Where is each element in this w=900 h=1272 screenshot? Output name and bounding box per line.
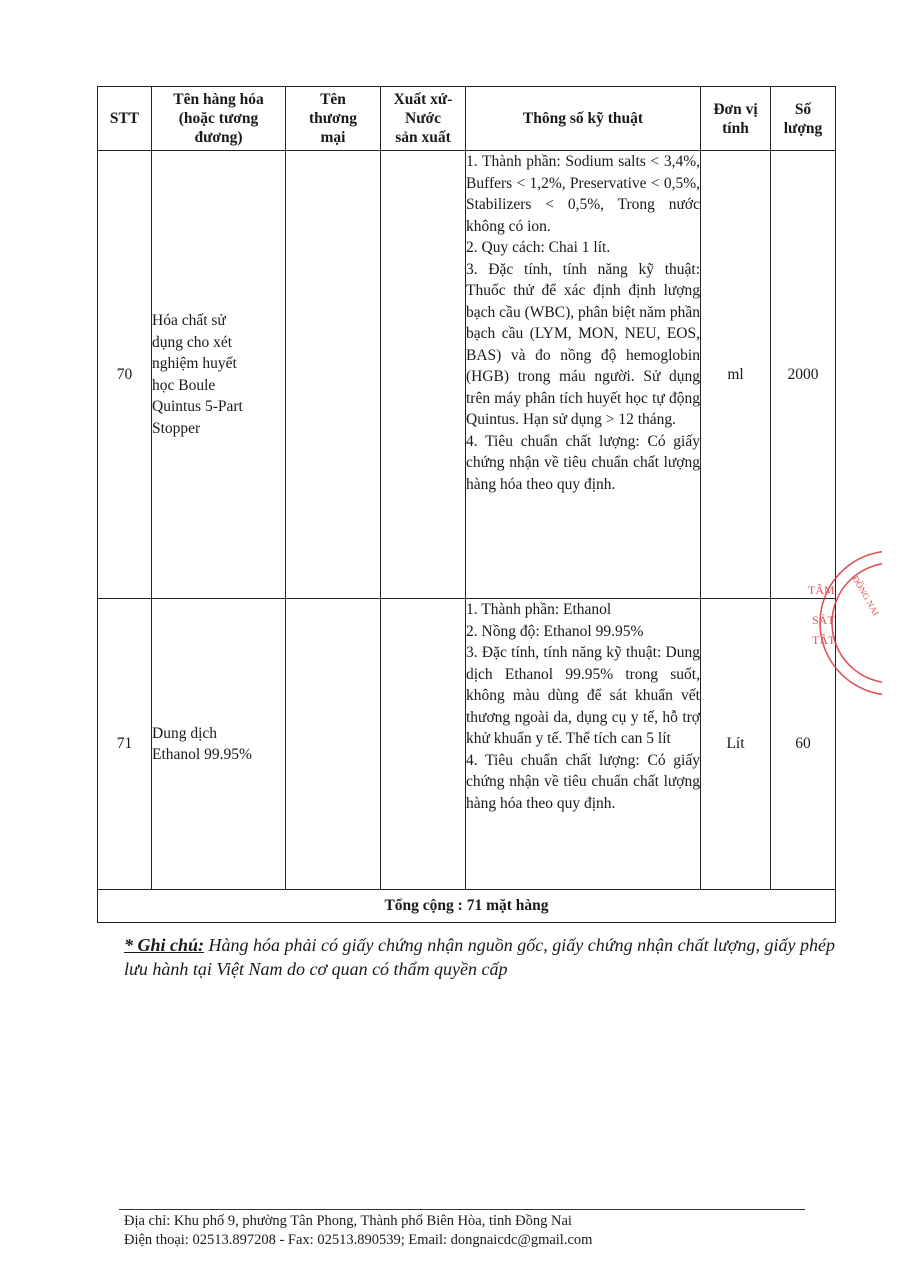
header-origin: Xuất xứ- Nước sản xuất xyxy=(381,87,466,151)
header-unit: Đơn vị tính xyxy=(701,87,771,151)
spec-line: 3. Đặc tính, tính năng kỹ thuật: Dung dịch Ethanol 99.95% trong suốt, không màu dùng để sát khuẩn vết thương ngoài da, dụng cụ y tế, hỗ trợ khử khuẩn y tế. Thể tích can 5 lít xyxy=(466,644,700,747)
row-quantity: 60 xyxy=(771,599,836,890)
row-spec xyxy=(466,151,701,599)
stamp-text: SÁT xyxy=(812,613,835,627)
row-spec xyxy=(466,599,701,890)
official-stamp xyxy=(782,548,882,698)
row-item-name: Dung dịch Ethanol 99.95% xyxy=(152,599,286,890)
spec-line: 1. Thành phần: Ethanol xyxy=(466,601,612,618)
header-spec: Thông số kỹ thuật xyxy=(466,87,701,151)
spec-line: 2. Quy cách: Chai 1 lít. xyxy=(466,239,611,256)
stamp-edge-text: ĐỒNG NAI xyxy=(850,574,882,618)
row-unit: Lít xyxy=(701,599,771,890)
note-text: Hàng hóa phải có giấy chứng nhận nguồn gốc, giấy chứng nhận chất lượng, giấy phép lưu hành tại Việt Nam do cơ quan có thẩm quyền cấp xyxy=(124,935,835,979)
stamp-text: TẬT xyxy=(812,633,836,647)
header-trade-name: Tên thương mại xyxy=(286,87,381,151)
header-stt: STT xyxy=(98,87,152,151)
note xyxy=(124,933,844,981)
spec-line: 1. Thành phần: Sodium salts < 3,4%, Buffers < 1,2%, Preservative < 0,5%, Stabilizers < 0,5%, Trong nước không có ion. xyxy=(466,153,700,235)
row-quantity: 2000 xyxy=(771,151,836,599)
footer-contact: Điện thoại: 02513.897208 - Fax: 02513.890539; Email: dongnaicdc@gmail.com xyxy=(124,1232,593,1248)
total-row xyxy=(98,890,836,923)
footer-address: Địa chỉ: Khu phố 9, phường Tân Phong, Thành phố Biên Hòa, tỉnh Đồng Nai xyxy=(124,1213,572,1229)
header-quantity: Số lượng xyxy=(771,87,836,151)
spec-table xyxy=(97,86,836,923)
row-origin xyxy=(381,151,466,599)
total-label: Tổng cộng : 71 mặt hàng xyxy=(98,890,836,923)
row-trade-name xyxy=(286,151,381,599)
row-item-name: Hóa chất sử dụng cho xét nghiệm huyết học Boule Quintus 5-Part Stopper xyxy=(152,151,286,599)
table-row xyxy=(98,599,836,890)
row-origin xyxy=(381,599,466,890)
footer-divider xyxy=(119,1209,805,1210)
header-name: Tên hàng hóa (hoặc tương đương) xyxy=(152,87,286,151)
spec-line: 3. Đặc tính, tính năng kỹ thuật: Thuốc thử để xác định định lượng bạch cầu (WBC), phân biệt năm phần bạch cầu (LYM, MON, NEU, EOS, BAS) và đo nồng độ hemoglobin (HGB) trong máu người. Sử dụng trên máy phân tích huyết học tự động Quintus. Hạn sử dụng > 12 tháng. xyxy=(466,260,700,428)
footer xyxy=(124,1212,592,1250)
row-unit: ml xyxy=(701,151,771,599)
note-label: * Ghi chú: xyxy=(124,935,205,955)
row-trade-name xyxy=(286,599,381,890)
spec-line: 4. Tiêu chuẩn chất lượng: Có giấy chứng nhận về tiêu chuẩn chất lượng hàng hóa theo quy định. xyxy=(466,751,700,812)
row-stt: 71 xyxy=(98,599,152,890)
stamp-text: TÂM xyxy=(808,583,835,597)
spec-line: 4. Tiêu chuẩn chất lượng: Có giấy chứng nhận về tiêu chuẩn chất lượng hàng hóa theo quy định. xyxy=(466,432,700,493)
table-header-row xyxy=(98,87,836,151)
row-stt: 70 xyxy=(98,151,152,599)
spec-line: 2. Nồng độ: Ethanol 99.95% xyxy=(466,622,644,640)
table-row xyxy=(98,151,836,599)
